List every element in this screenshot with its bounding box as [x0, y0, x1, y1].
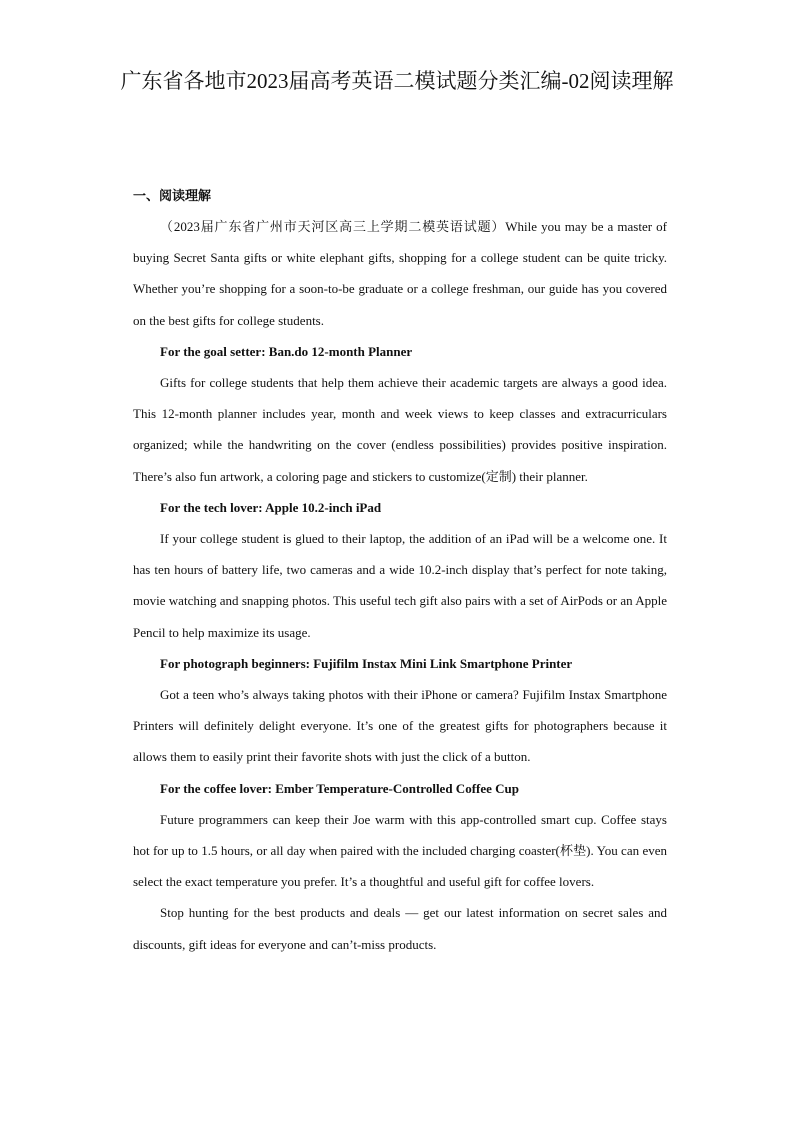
- paragraph-planner: Gifts for college students that help them achieve their academic targets are always a good idea. This 12-month planner includes year, month and week views to keep classes and extracurriculars organized; while the handwriting on the cover (endless possibilities) provides positive inspiration. There’s also fun artwork, a coloring page and stickers to customize(定制) their planner.: [133, 375, 667, 484]
- heading-planner: For the goal setter: Ban.do 12-month Planner: [160, 343, 413, 359]
- document-body: [133, 180, 667, 960]
- paragraph-ipad: If your college student is glued to their laptop, the addition of an iPad will be a welcome one. It has ten hours of battery life, two cameras and a wide 10.2-inch display that’s perfect for note taking, movie watching and snapping photos. This useful tech gift also pairs with a set of AirPods or an Apple Pencil to help maximize its usage.: [133, 531, 667, 640]
- section-label: 一、阅读理解: [133, 188, 212, 203]
- heading-ipad: For the tech lover: Apple 10.2-inch iPad: [160, 499, 382, 515]
- heading-printer: For photograph beginners: Fujifilm Instax Mini Link Smartphone Printer: [160, 655, 573, 671]
- closing-paragraph: Stop hunting for the best products and deals — get our latest information on secret sales and discounts, gift ideas for everyone and can’t-miss products.: [133, 905, 667, 952]
- paragraph-printer: Got a teen who’s always taking photos with their iPhone or camera? Fujifilm Instax Smartphone Printers will definitely delight everyone. It’s one of the greatest gifts for photographers because it allows them to easily print their favorite shots with just the click of a button.: [133, 687, 667, 765]
- paragraph-coffee-cup: Future programmers can keep their Joe warm with this app-controlled smart cup. Coffee stays hot for up to 1.5 hours, or all day when paired with the included charging coaster(杯垫). You can even select the exact temperature you prefer. It’s a thoughtful and useful gift for coffee lovers.: [133, 811, 667, 890]
- document-title: 广东省各地市2023届高考英语二模试题分类汇编-02阅读理解: [120, 69, 674, 93]
- intro-paragraph: （2023届广东省广州市天河区高三上学期二模英语试题）While you may be a master of buying Secret Santa gifts or white elephant gifts, shopping for a college student can be quite tricky. Whether you’re shopping for a soon-to-be graduate or a college freshman, our guide has you covered on the best gifts for college students.: [133, 219, 667, 328]
- heading-coffee-cup: For the coffee lover: Ember Temperature-Controlled Coffee Cup: [160, 780, 519, 796]
